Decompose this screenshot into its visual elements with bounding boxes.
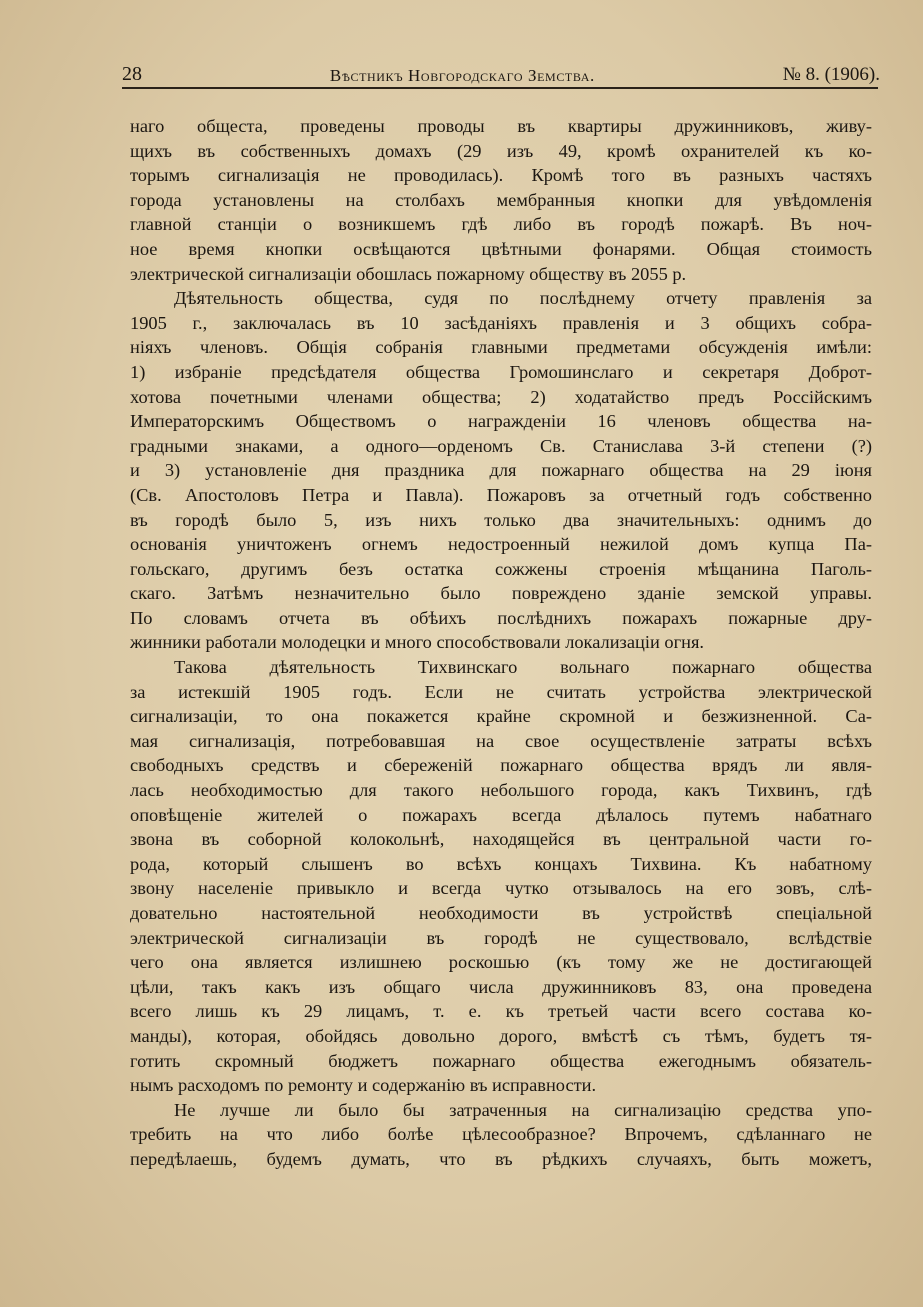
text-line: въ городѣ было 5, изъ нихъ только два значительныхъ: однимъ до (130, 509, 872, 530)
text-line: главной станціи о возникшемъ гдѣ либо въ городѣ пожарѣ. Въ ноч- (130, 214, 872, 235)
text-line: свободныхъ средствъ и сбереженій пожарнаго общества врядъ ли явля- (130, 755, 872, 776)
text-line: 1905 г., заключалась въ 10 засѣданіяхъ правленія и 3 общихъ собра- (130, 312, 872, 333)
text-line: электрической сигнализаціи въ городѣ не существовало, вслѣдствіе (130, 927, 872, 948)
body-text (130, 114, 872, 1172)
text-line: электрической сигнализаціи обошлась пожарному обществу въ 2055 р. (130, 263, 687, 284)
text-line: рода, который слышенъ во всѣхъ концахъ Тихвина. Къ набатному (130, 853, 872, 874)
text-line: передѣлаешь, будемъ думать, что въ рѣдкихъ случаяхъ, быть можетъ, (130, 1148, 872, 1169)
page-number: 28 (122, 63, 142, 85)
text-line: жинники работали молодецки и много способствовали локализаціи огня. (130, 632, 705, 653)
text-line: мая сигнализація, потребовавшая на свое осуществленіе затраты всѣхъ (130, 730, 872, 751)
header-rule (122, 87, 878, 89)
text-line: хотова почетными членами общества; 2) ходатайство предъ Россійскимъ (130, 386, 872, 407)
text-line: гольскаго, другимъ безъ остатка сожжены строенія мѣщанина Паголь- (130, 558, 872, 579)
text-line: за истекшій 1905 годъ. Если не считать устройства электрической (130, 681, 872, 702)
text-line: довательно настоятельной необходимости въ устройствѣ спеціальной (130, 903, 872, 923)
text-line: чего она является излишнею роскошью (къ тому же не достигающей (130, 952, 872, 973)
text-line: манды), которая, обойдясь довольно дорого, вмѣстѣ съ тѣмъ, будетъ тя- (130, 1025, 872, 1046)
text-line: и 3) установленіе дня праздника для пожарнаго общества на 29 іюня (130, 460, 872, 481)
paragraph-start: Такова дѣятельность Тихвинскаго вольнаго пожарнаго общества (174, 657, 872, 678)
text-line: торымъ сигнализація не проводилась). Кромѣ того въ разныхъ частяхъ (130, 165, 872, 186)
text-line: наго общеста, проведены проводы въ квартиры дружинниковъ, живу- (130, 116, 872, 136)
text-line: Императорскимъ Обществомъ о награжденіи 16 членовъ общества на- (130, 411, 872, 432)
text-line: готить скромный бюджетъ пожарнаго общества ежегоднымъ обязатель- (130, 1050, 872, 1071)
text-line: требить на что либо болѣе цѣлесообразное? Впрочемъ, сдѣланнаго не (130, 1124, 872, 1145)
text-line: (Св. Апостоловъ Петра и Павла). Пожаровъ за отчетный годъ собственно (130, 484, 872, 505)
text-line: оповѣщеніе жителей о пожарахъ всегда дѣлалось путемъ набатнаго (130, 804, 872, 825)
text-line: основанія уничтоженъ огнемъ недостроенный нежилой домъ купца Па- (130, 534, 872, 555)
paragraph-start: Дѣятельность общества, судя по послѣднему отчету правленія за (174, 288, 872, 309)
paragraph-start: Не лучше ли было бы затраченныя на сигнализацію средства упо- (174, 1099, 872, 1120)
issue-number: № 8. (1906). (782, 64, 880, 85)
text-line: звону населеніе привыкло и всегда чутко отзывалось на его зовъ, слѣ- (130, 878, 872, 899)
text-line: сигнализаціи, то она покажется крайне скромной и безжизненной. Са- (130, 706, 872, 727)
running-header (122, 58, 880, 86)
text-line: ное время кнопки освѣщаются цвѣтными фонарями. Общая стоимость (130, 238, 872, 259)
text-line: 1) избраніе предсѣдателя общества Громошинслаго и секретаря Доброт- (130, 361, 872, 382)
text-line: цѣли, такъ какъ изъ общаго числа дружинниковъ 83, она проведена (130, 976, 872, 997)
text-line: скаго. Затѣмъ незначительно было повреждено зданіе земской управы. (130, 583, 872, 604)
text-line: всего лишь къ 29 лицамъ, т. е. къ третьей части всего состава ко- (130, 1001, 872, 1022)
text-line: По словамъ отчета въ обѣихъ послѣднихъ пожарахъ пожарные дру- (130, 607, 872, 628)
text-line: градными знаками, а одного—орденомъ Св. Станислава 3-й степени (?) (130, 435, 872, 456)
text-line: звона въ соборной колокольнѣ, находящейся въ центральной части го- (130, 829, 872, 850)
text-line: ніяхъ членовъ. Общія собранія главными предметами обсужденія имѣли: (130, 337, 872, 358)
running-title: Вѣстникъ Новгородскаго Земства. (329, 66, 595, 85)
text-line: щихъ въ собственныхъ домахъ (29 изъ 49, кромѣ охранителей къ ко- (130, 140, 872, 161)
text-line: нымъ расходомъ по ремонту и содержанію въ исправности. (130, 1075, 597, 1096)
text-line: города установлены на столбахъ мембранныя кнопки для увѣдомленія (130, 189, 872, 210)
text-line: лась необходимостью для такого небольшого города, какъ Тихвинъ, гдѣ (130, 780, 872, 801)
